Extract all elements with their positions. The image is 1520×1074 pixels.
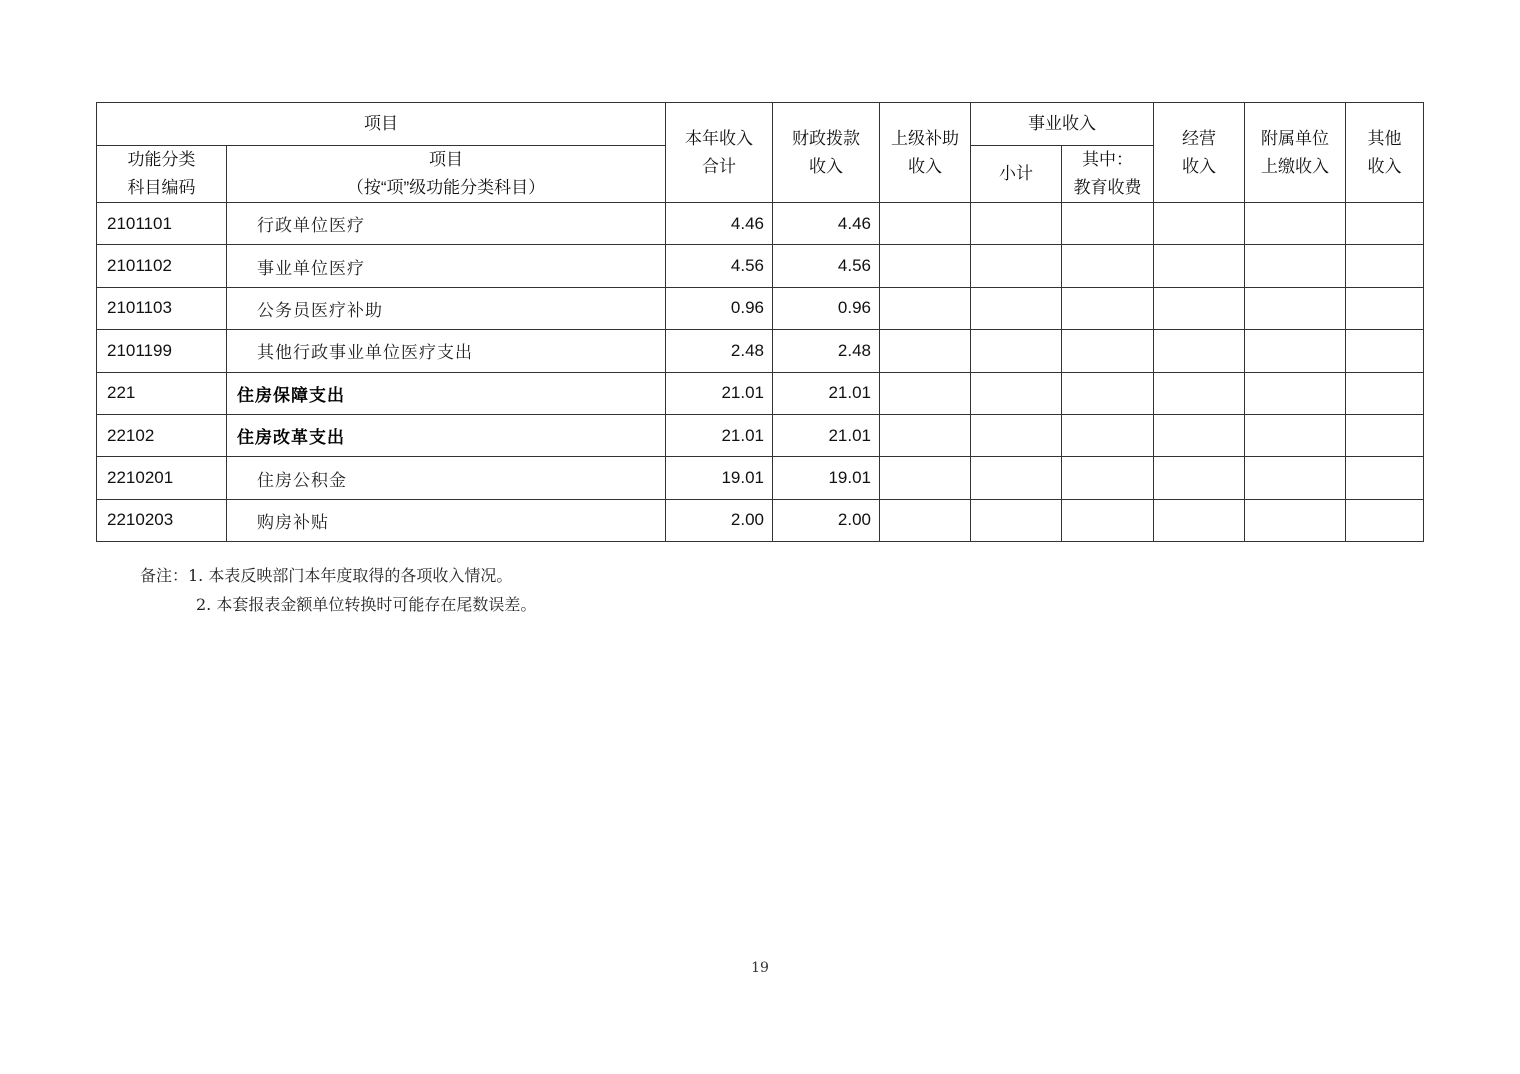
row-other-income <box>1346 330 1424 372</box>
row-code: 22102 <box>97 414 227 456</box>
row-other-income <box>1346 457 1424 499</box>
row-education-fees <box>1062 330 1154 372</box>
header-operating-line2: 收入 <box>1182 156 1216 176</box>
table-row <box>97 245 1424 287</box>
row-superior-subsidy <box>880 245 971 287</box>
table-row <box>97 287 1424 329</box>
header-education-fees <box>1062 146 1154 203</box>
income-budget-table <box>96 102 1424 542</box>
row-operating-income <box>1154 414 1245 456</box>
header-other-income <box>1346 103 1424 203</box>
row-superior-subsidy <box>880 457 971 499</box>
row-superior-subsidy <box>880 287 971 329</box>
row-education-fees <box>1062 499 1154 541</box>
row-code: 2101101 <box>97 203 227 245</box>
header-annual-total-line2: 合计 <box>702 156 736 176</box>
row-other-income <box>1346 245 1424 287</box>
table-row <box>97 457 1424 499</box>
row-fiscal-appropriation: 4.56 <box>773 245 880 287</box>
header-affiliated-income <box>1245 103 1346 203</box>
row-fiscal-appropriation: 21.01 <box>773 414 880 456</box>
header-item-group: 项目 <box>97 103 666 146</box>
row-fiscal-appropriation: 19.01 <box>773 457 880 499</box>
row-annual-total: 21.01 <box>666 372 773 414</box>
row-annual-total: 21.01 <box>666 414 773 456</box>
row-operating-income <box>1154 287 1245 329</box>
row-code: 2101102 <box>97 245 227 287</box>
header-function-code <box>97 146 227 203</box>
row-other-income <box>1346 414 1424 456</box>
header-operating-income <box>1154 103 1245 203</box>
row-superior-subsidy <box>880 372 971 414</box>
header-edu-line1: 其中： <box>1082 150 1133 169</box>
row-superior-subsidy <box>880 414 971 456</box>
header-operating-line1: 经营 <box>1182 128 1216 148</box>
row-operating-income <box>1154 457 1245 499</box>
header-code-line1: 功能分类 <box>127 150 196 169</box>
row-name: 行政单位医疗 <box>227 203 666 245</box>
row-business-subtotal <box>971 414 1062 456</box>
row-operating-income <box>1154 330 1245 372</box>
row-other-income <box>1346 203 1424 245</box>
row-operating-income <box>1154 203 1245 245</box>
row-name: 公务员医疗补助 <box>227 287 666 329</box>
row-business-subtotal <box>971 372 1062 414</box>
header-business-income-group: 事业收入 <box>971 103 1154 146</box>
row-fiscal-appropriation: 2.00 <box>773 499 880 541</box>
table-body <box>97 203 1424 542</box>
page-number: 19 <box>751 960 769 976</box>
row-code: 2101199 <box>97 330 227 372</box>
header-annual-total <box>666 103 773 203</box>
row-name: 其他行政事业单位医疗支出 <box>227 330 666 372</box>
header-fiscal-appropriation <box>773 103 880 203</box>
row-affiliated-income <box>1245 457 1346 499</box>
row-code: 2210203 <box>97 499 227 541</box>
header-affiliated-line2: 上缴收入 <box>1261 156 1329 176</box>
header-fiscal-line2: 收入 <box>809 156 843 176</box>
header-fiscal-line1: 财政拨款 <box>792 128 860 148</box>
row-business-subtotal <box>971 203 1062 245</box>
row-operating-income <box>1154 245 1245 287</box>
table-row <box>97 499 1424 541</box>
header-other-line1: 其他 <box>1367 128 1402 148</box>
notes <box>140 561 536 619</box>
note-line-2: 2. 本套报表金额单位转换时可能存在尾数误差。 <box>196 595 537 614</box>
row-business-subtotal <box>971 245 1062 287</box>
header-other-line2: 收入 <box>1367 156 1402 176</box>
row-operating-income <box>1154 372 1245 414</box>
row-education-fees <box>1062 372 1154 414</box>
row-affiliated-income <box>1245 203 1346 245</box>
row-annual-total: 2.48 <box>666 330 773 372</box>
row-annual-total: 0.96 <box>666 287 773 329</box>
row-affiliated-income <box>1245 372 1346 414</box>
row-education-fees <box>1062 457 1154 499</box>
header-item-name <box>227 146 666 203</box>
table-row <box>97 203 1424 245</box>
header-superior-line1: 上级补助 <box>891 128 959 148</box>
row-fiscal-appropriation: 0.96 <box>773 287 880 329</box>
header-row-1 <box>97 103 1424 146</box>
header-affiliated-line1: 附属单位 <box>1261 128 1329 148</box>
header-superior-line2: 收入 <box>908 156 942 176</box>
row-affiliated-income <box>1245 414 1346 456</box>
row-superior-subsidy <box>880 203 971 245</box>
row-business-subtotal <box>971 330 1062 372</box>
header-name-line1: 项目 <box>429 150 463 169</box>
header-subtotal: 小计 <box>971 146 1062 203</box>
row-other-income <box>1346 287 1424 329</box>
row-code: 2210201 <box>97 457 227 499</box>
header-code-line2: 科目编码 <box>127 178 196 197</box>
row-name: 住房公积金 <box>227 457 666 499</box>
row-other-income <box>1346 499 1424 541</box>
row-business-subtotal <box>971 457 1062 499</box>
row-name: 住房保障支出 <box>227 372 666 414</box>
row-code: 2101103 <box>97 287 227 329</box>
row-annual-total: 4.46 <box>666 203 773 245</box>
row-fiscal-appropriation: 4.46 <box>773 203 880 245</box>
note-line-1: 备注：1. 本表反映部门本年度取得的各项收入情况。 <box>140 566 513 585</box>
row-annual-total: 2.00 <box>666 499 773 541</box>
header-edu-line2: 教育收费 <box>1073 178 1142 197</box>
row-superior-subsidy <box>880 330 971 372</box>
row-affiliated-income <box>1245 287 1346 329</box>
row-education-fees <box>1062 245 1154 287</box>
row-other-income <box>1346 372 1424 414</box>
row-name: 事业单位医疗 <box>227 245 666 287</box>
row-fiscal-appropriation: 2.48 <box>773 330 880 372</box>
header-annual-total-line1: 本年收入 <box>685 128 753 148</box>
table-row <box>97 372 1424 414</box>
row-business-subtotal <box>971 499 1062 541</box>
table-row <box>97 414 1424 456</box>
row-name: 购房补贴 <box>227 499 666 541</box>
row-business-subtotal <box>971 287 1062 329</box>
header-superior-subsidy <box>880 103 971 203</box>
row-affiliated-income <box>1245 499 1346 541</box>
header-name-line2: （按“项”级功能分类科目） <box>346 178 546 197</box>
row-affiliated-income <box>1245 245 1346 287</box>
row-superior-subsidy <box>880 499 971 541</box>
row-name: 住房改革支出 <box>227 414 666 456</box>
row-annual-total: 19.01 <box>666 457 773 499</box>
table-row <box>97 330 1424 372</box>
row-education-fees <box>1062 414 1154 456</box>
row-annual-total: 4.56 <box>666 245 773 287</box>
row-affiliated-income <box>1245 330 1346 372</box>
row-education-fees <box>1062 203 1154 245</box>
row-operating-income <box>1154 499 1245 541</box>
row-education-fees <box>1062 287 1154 329</box>
row-fiscal-appropriation: 21.01 <box>773 372 880 414</box>
row-code: 221 <box>97 372 227 414</box>
